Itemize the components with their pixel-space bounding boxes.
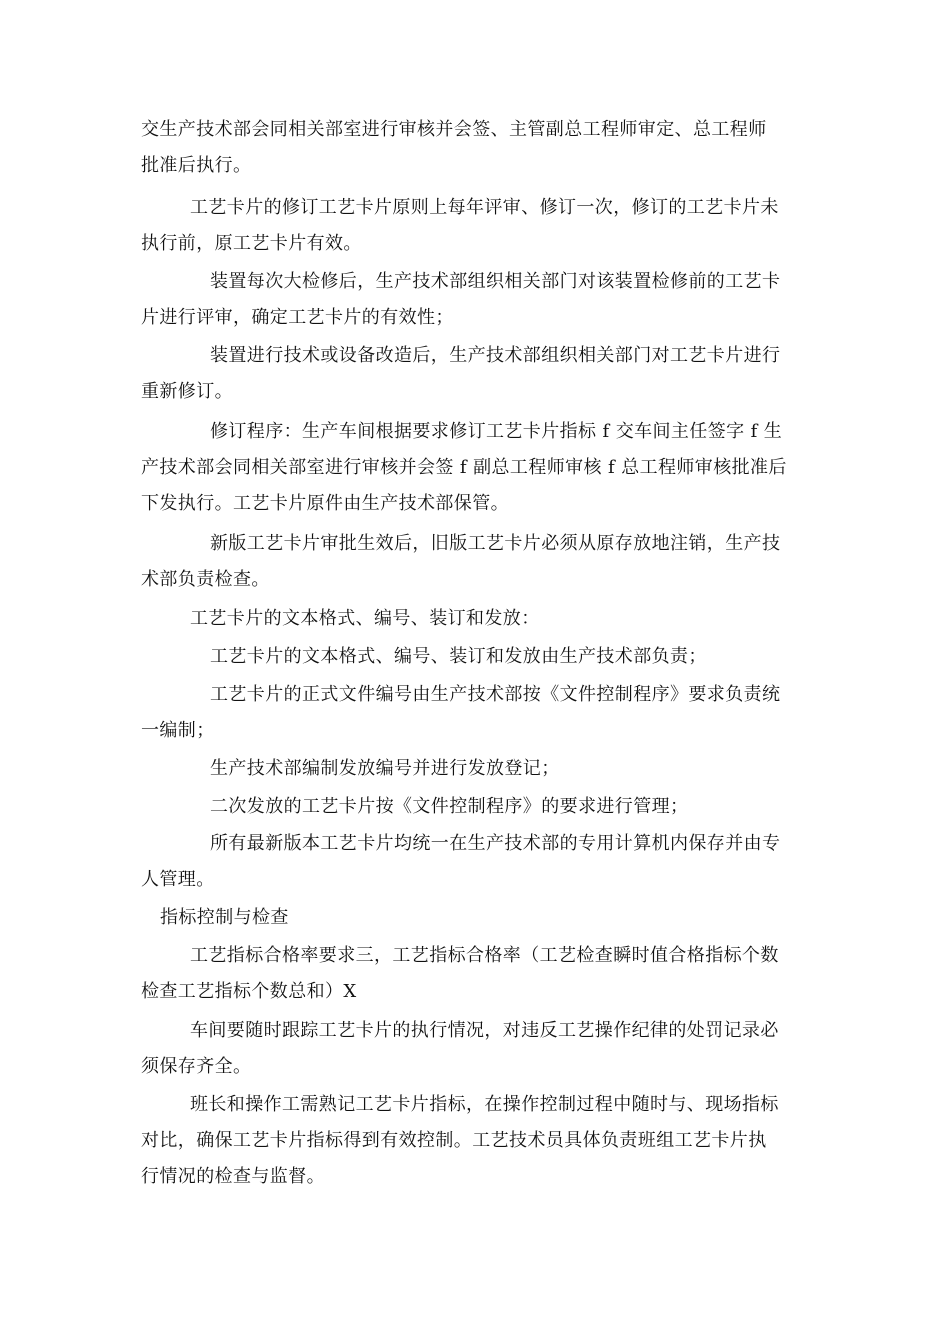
text-line: 须保存齐全。 bbox=[141, 1056, 252, 1077]
text-line: 装置每次大检修后，生产技术部组织相关部门对该装置检修前的工艺卡 bbox=[210, 271, 781, 292]
text-line: 车间要随时跟踪工艺卡片的执行情况，对违反工艺操作纪律的处罚记录必 bbox=[190, 1020, 779, 1041]
text-line: 工艺卡片的正式文件编号由生产技术部按《文件控制程序》要求负责统 bbox=[210, 684, 781, 705]
text-line: 人管理。 bbox=[141, 869, 215, 890]
text-line: 工艺卡片的修订工艺卡片原则上每年评审、修订一次，修订的工艺卡片未 bbox=[190, 197, 779, 218]
text-line: 批准后执行。 bbox=[141, 155, 252, 176]
text-line: 一编制； bbox=[141, 720, 215, 741]
text-line: 执行前，原工艺卡片有效。 bbox=[141, 233, 362, 254]
text-line: 生产技术部编制发放编号并进行发放登记； bbox=[210, 758, 560, 779]
text-line: 交生产技术部会同相关部室进行审核并会签、主管副总工程师审定、总工程师 bbox=[141, 119, 767, 140]
text-line: 检查工艺指标个数总和）X bbox=[141, 981, 357, 1002]
text-line: 所有最新版本工艺卡片均统一在生产技术部的专用计算机内保存并由专 bbox=[210, 833, 781, 854]
text-line: 修订程序：生产车间根据要求修订工艺卡片指标 f 交车间主任签字 f 生 bbox=[210, 421, 783, 442]
text-line: 行情况的检查与监督。 bbox=[141, 1166, 325, 1187]
text-line: 装置进行技术或设备改造后，生产技术部组织相关部门对工艺卡片进行 bbox=[210, 345, 781, 366]
text-line: 片进行评审，确定工艺卡片的有效性； bbox=[141, 307, 454, 328]
section-heading: 指标控制与检查 bbox=[160, 907, 289, 928]
text-line: 班长和操作工需熟记工艺卡片指标，在操作控制过程中随时与、现场指标 bbox=[190, 1094, 779, 1115]
text-line: 下发执行。工艺卡片原件由生产技术部保管。 bbox=[141, 493, 509, 514]
text-line: 术部负责检查。 bbox=[141, 569, 270, 590]
text-line: 二次发放的工艺卡片按《文件控制程序》的要求进行管理； bbox=[210, 796, 689, 817]
text-line: 产技术部会同相关部室进行审核并会签 f 副总工程师审核 f 总工程师审核批准后 bbox=[141, 457, 787, 478]
text-line: 对比，确保工艺卡片指标得到有效控制。工艺技术员具体负责班组工艺卡片执 bbox=[141, 1130, 767, 1151]
text-line: 新版工艺卡片审批生效后，旧版工艺卡片必须从原存放地注销，生产技 bbox=[210, 533, 781, 554]
text-line: 工艺指标合格率要求三，工艺指标合格率（工艺检查瞬时值合格指标个数 bbox=[190, 945, 779, 966]
text-line: 工艺卡片的文本格式、编号、装订和发放由生产技术部负责； bbox=[210, 646, 707, 667]
text-line: 重新修订。 bbox=[141, 381, 233, 402]
section-heading: 工艺卡片的文本格式、编号、装订和发放： bbox=[190, 608, 540, 629]
